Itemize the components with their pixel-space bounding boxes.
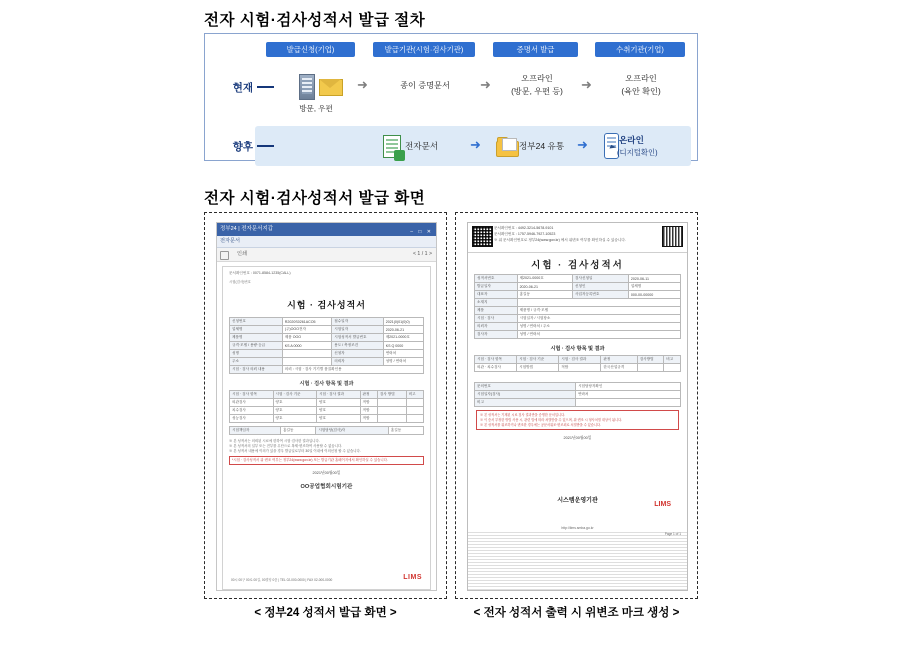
document-footer: 00시 00구 00로 00길, 00빌딩 0층 | TEL 02-000-0000 | FAX 02-000-0000 (231, 578, 333, 583)
field-value: 제품명 / 규격·모델 (517, 307, 680, 315)
flow-arrow-1: ➜ (357, 77, 368, 92)
responsible-table (229, 426, 424, 435)
cell: 적합 (360, 407, 377, 415)
screens-section (204, 212, 698, 632)
result-heading: 시험 · 검사 항목 및 결과 (299, 381, 354, 387)
flow-row-label-future: 향후 (232, 141, 253, 153)
field-value (517, 299, 680, 307)
result-col: 시험 · 검사 결과 (317, 391, 361, 399)
field-value: (주)OOO전자 (282, 326, 331, 334)
table-row (230, 427, 424, 435)
field-label: 제품명 (230, 334, 283, 342)
table-row (475, 391, 681, 399)
table-row (475, 383, 681, 391)
field-label: 업체명 (230, 326, 283, 334)
document-verify-number: 문서확인번호 : 0071-8584-1235(CALL) (229, 271, 291, 275)
printed-url: http://lims.smba.go.kr (561, 526, 594, 530)
cell: 양호 (317, 399, 361, 407)
page-pager[interactable]: < 1 / 1 > (412, 251, 432, 257)
field-label: 의뢰자 (332, 358, 383, 366)
field-label: 문의번호 (475, 383, 576, 391)
note-line: ※ 본 성적서의 일부 또는 전부를 무단으로 복제·변조하여 사용할 수 없습니다. (229, 444, 343, 449)
field-label: 용도 / 측정조건 (332, 342, 383, 350)
note-line: ※ 본 성적서는 기재된 시료 검사 결과만을 증명한 문서입니다. (480, 413, 566, 417)
cell: 한국산업규격 (601, 364, 637, 372)
flow-row-label-current: 현재 (232, 82, 253, 94)
field-value: 제2021-0000호 (517, 275, 572, 283)
field-value: 연락처 (383, 350, 423, 358)
green-document-icon (379, 132, 405, 162)
field-value (576, 399, 681, 407)
table-header-row (475, 356, 681, 364)
toolbar-print-label[interactable]: 인쇄 (237, 251, 248, 257)
field-value: 2020-06-21 (517, 283, 572, 291)
field-label: 성적서번호 (475, 275, 518, 283)
field-value: 의뢰 : 시험 · 검사 기기별 품질확인용 (282, 366, 423, 374)
cell: 적합 (360, 399, 377, 407)
cell: 시험방법 (517, 364, 559, 372)
table-row (230, 415, 424, 423)
table-row (230, 399, 424, 407)
flow-arrow-4: ➜ (470, 137, 481, 152)
print-icon[interactable] (220, 251, 229, 260)
result-col: 판정 (601, 356, 637, 364)
field-value: 시험일자 / 시험장소 (517, 315, 680, 323)
field-value (282, 350, 331, 358)
table-header-row (230, 391, 424, 399)
flow-step-offline-verify: 오프라인 (625, 74, 657, 83)
document-meta-label: 시험(검사)번호 (229, 280, 251, 284)
note-line: ※ 이 증서 부정한 방법 사용 시, 관련 법에 따라 처벌받을 수 있으며, 위·변조 시 형사처벌 대상이 됩니다. (480, 417, 623, 422)
field-value: 2020-06-21 (383, 326, 423, 334)
field-value: KS Q 0000 (383, 342, 423, 350)
header-line: 문서확인번호 : 1757-5946-7927-10523 (494, 231, 556, 236)
table-row (475, 399, 681, 407)
field-value: 2020-06-11 (628, 275, 680, 283)
cell: 홍길동 (281, 427, 316, 435)
result-col: 판정 (360, 391, 377, 399)
printed-lims-seal: LIMS (654, 501, 671, 508)
flow-row-dash-current (257, 86, 274, 88)
printed-fields-table (474, 274, 681, 339)
cell: 적합 (559, 364, 601, 372)
note-line: ※ 본 성적서 내용에 이의가 있을 경우 발급일로부터 30일 이내에 이의신청 할 수 있습니다. (229, 449, 361, 454)
cell: 치수검사 (230, 407, 274, 415)
header-line: 문서확인번호 : 4492-3214-5678-9101 (494, 226, 554, 230)
field-label: 접수일자 (332, 318, 383, 326)
note-line: ※ 본 성적서를 위조하거나 변조한 경우에는 공문서위조·변조죄로 처벌받을 수 있습니다. (480, 422, 601, 427)
result-col: 비고 (664, 356, 681, 364)
flow-caption-visit-mail: 방문, 우편 (299, 104, 333, 113)
envelope-icon (317, 72, 343, 102)
cell: 적합 (360, 415, 377, 423)
flow-step-offline-issue: 오프라인 (521, 74, 553, 83)
field-label: 시험일자(검사) (475, 391, 576, 399)
cell: 홍길동 (388, 427, 423, 435)
flow-row-dash-future (257, 145, 274, 147)
field-value: 성명 / 연락처 (517, 331, 680, 339)
cell: 시험담당(검사)자 (316, 427, 388, 435)
flow-step-online: 온라인 (619, 135, 644, 145)
cell: 양호 (273, 407, 317, 415)
browser-tab[interactable]: 전자문서 (217, 236, 436, 248)
folder-transfer-icon (493, 133, 519, 163)
flow-column-headers (205, 34, 697, 60)
printed-title: 시험 · 검사성적서 (531, 260, 624, 271)
field-value: 2021(0)01(0)0) (383, 318, 423, 326)
screen-frame-gov24 (204, 212, 447, 599)
field-value: KS A 0000 (282, 342, 331, 350)
window-controls[interactable]: – □ ✕ (410, 229, 433, 235)
flow-header-chip-issuer: 발급기관(시험·검사기관) (373, 42, 475, 57)
field-value: 홍길동 (517, 291, 572, 299)
printed-header (468, 223, 687, 253)
cell (377, 407, 406, 415)
printed-issuer: 시스템운영기관 (557, 498, 598, 504)
flow-step-e-document: 전자문서 (405, 141, 439, 151)
field-value: 제2021-0000호 (383, 334, 423, 342)
printed-result-table (474, 355, 681, 372)
result-col: 시험 · 검사 결과 (559, 356, 601, 364)
flow-arrow-3: ➜ (581, 77, 592, 92)
document-notes (229, 439, 424, 465)
result-table (229, 390, 424, 423)
result-col: 검사 방법 (377, 391, 406, 399)
flow-step-offline-issue-sub: (방문, 우편 등) (511, 87, 563, 96)
printed-document (467, 222, 688, 591)
anti-forgery-watermark (468, 532, 687, 590)
result-col: 검사방법 (637, 356, 664, 364)
field-label: 검사신청일 (573, 275, 629, 283)
field-label: 대표자 (475, 291, 518, 299)
printed-red-notes (476, 410, 679, 430)
note-highlight: *시험 · 검사성적서 위·변조 여부는 정부24(www.gov.kr) 또는 발급기관 홈페이지에서 확인하실 수 있습니다. (229, 456, 424, 465)
result-col: 시험 · 검사 기준 (517, 356, 559, 364)
cell: 외관검사 (230, 399, 274, 407)
result-col: 시험 · 검사 기준 (273, 391, 317, 399)
browser-toolbar (217, 248, 436, 262)
field-label: 신청인 (573, 283, 629, 291)
field-label: 비고 (475, 399, 576, 407)
field-value: 성명 / 연락처 (383, 358, 423, 366)
gov24-document-page (222, 266, 431, 590)
lims-seal: LIMS (403, 574, 422, 581)
field-value: R2020S0261ACO5 (282, 318, 331, 326)
field-label: 신청자 (332, 350, 383, 358)
flow-step-gov24: 정부24 유통 (519, 141, 565, 151)
table-row (230, 407, 424, 415)
cell: 양호 (317, 415, 361, 423)
cell: 양호 (273, 415, 317, 423)
field-label: 시험 · 검사 의뢰 내용 (230, 366, 283, 374)
screen-frame-printed (455, 212, 698, 599)
flow-header-chip-apply: 발급신청(기업) (266, 42, 355, 57)
field-value: 시험담당자확인 (576, 383, 681, 391)
field-label: 제품 (475, 307, 518, 315)
field-value (282, 358, 331, 366)
cell: 성능검사 (230, 415, 274, 423)
header-line: ※ 위 문서확인번호로 정부24(www.gov.kr) 에서 위변조 여부를 확인하실 수 있습니다. (494, 237, 626, 242)
cell (637, 364, 664, 372)
anti-forgery-mark-icon (662, 226, 683, 247)
field-value: 000-00-00000 (628, 291, 680, 299)
field-label: 사업자등록번호 (573, 291, 629, 299)
field-label: 규격·모델 / 용량·등급 (230, 342, 283, 350)
flow-row-future (205, 130, 697, 164)
issuer-name: OO공업협회시험기관 (300, 484, 353, 491)
cell: 시험책임자 (230, 427, 281, 435)
field-label: 소재지 (475, 299, 518, 307)
cell (664, 364, 681, 372)
result-col: 비고 (406, 391, 423, 399)
field-label: 시험 · 검사 (475, 315, 518, 323)
document-fields-table (229, 317, 424, 374)
field-value: 제품 OOO (282, 334, 331, 342)
cell (377, 415, 406, 423)
field-value: 성명 / 연락처 / 주소 (517, 323, 680, 331)
caption-printed: < 전자 성적서 출력 시 위변조 마크 생성 > (473, 607, 680, 619)
flow-arrow-5: ➜ (577, 137, 588, 152)
field-label: 주소 (230, 358, 283, 366)
document-title: 시험 · 검사성적서 (287, 300, 366, 310)
cell (377, 399, 406, 407)
cell (406, 415, 423, 423)
browser-window (216, 222, 437, 591)
flow-header-chip-receiver: 수취기관(기업) (595, 42, 685, 57)
caption-gov24: < 정부24 성적서 발급 화면 > (254, 607, 397, 619)
browser-title-text: 정부24 | 전자문서지갑 (220, 226, 274, 232)
printed-extra-table (474, 382, 681, 407)
result-col: 시험 · 검사 항목 (230, 391, 274, 399)
building-icon (293, 70, 319, 100)
field-label: 신청번호 (230, 318, 283, 326)
printed-issue-date: 2021년00월00일 (563, 436, 592, 441)
flow-arrow-2: ➜ (480, 77, 491, 92)
flow-diagram (204, 33, 698, 161)
field-label: 의뢰자 (475, 323, 518, 331)
field-label: 검사자 (475, 331, 518, 339)
issue-date: 2021년00월00일 (312, 471, 341, 476)
page-title-screens: 전자 시험·검사성적서 발급 화면 (204, 190, 426, 207)
note-line: ※ 본 성적서는 의뢰된 시료에 한하여 시험·검사한 결과입니다. (229, 439, 320, 443)
field-value: 업체명 (628, 283, 680, 291)
cell: 양호 (273, 399, 317, 407)
page-title-flow: 전자 시험·검사성적서 발급 절차 (204, 12, 426, 29)
field-label: 발급일자 (475, 283, 518, 291)
printed-result-heading: 시험 · 검사 항목 및 결과 (550, 346, 605, 352)
browser-titlebar (217, 223, 436, 236)
qr-code-icon (472, 226, 493, 247)
cell (406, 407, 423, 415)
cell: 외관 · 치수검사 (475, 364, 517, 372)
table-row (475, 364, 681, 372)
cell: 양호 (317, 407, 361, 415)
flow-header-chip-certificate: 증명서 발급 (493, 42, 578, 57)
printed-page-number: Page 1 of 1 (664, 532, 681, 536)
field-label: 성명 (230, 350, 283, 358)
cell (406, 399, 423, 407)
flow-row-current (205, 64, 697, 112)
flow-step-offline-verify-sub: (육안 확인) (621, 87, 661, 96)
flow-step-online-sub: (디지털확인) (617, 148, 658, 157)
flow-step-paper-document: 종이 증명문서 (400, 81, 450, 90)
result-col: 시험 · 검사 항목 (475, 356, 517, 364)
field-label: 시험성적서 발급번호 (332, 334, 383, 342)
field-label: 시험일자 (332, 326, 383, 334)
field-value: 연락처 (576, 391, 681, 399)
